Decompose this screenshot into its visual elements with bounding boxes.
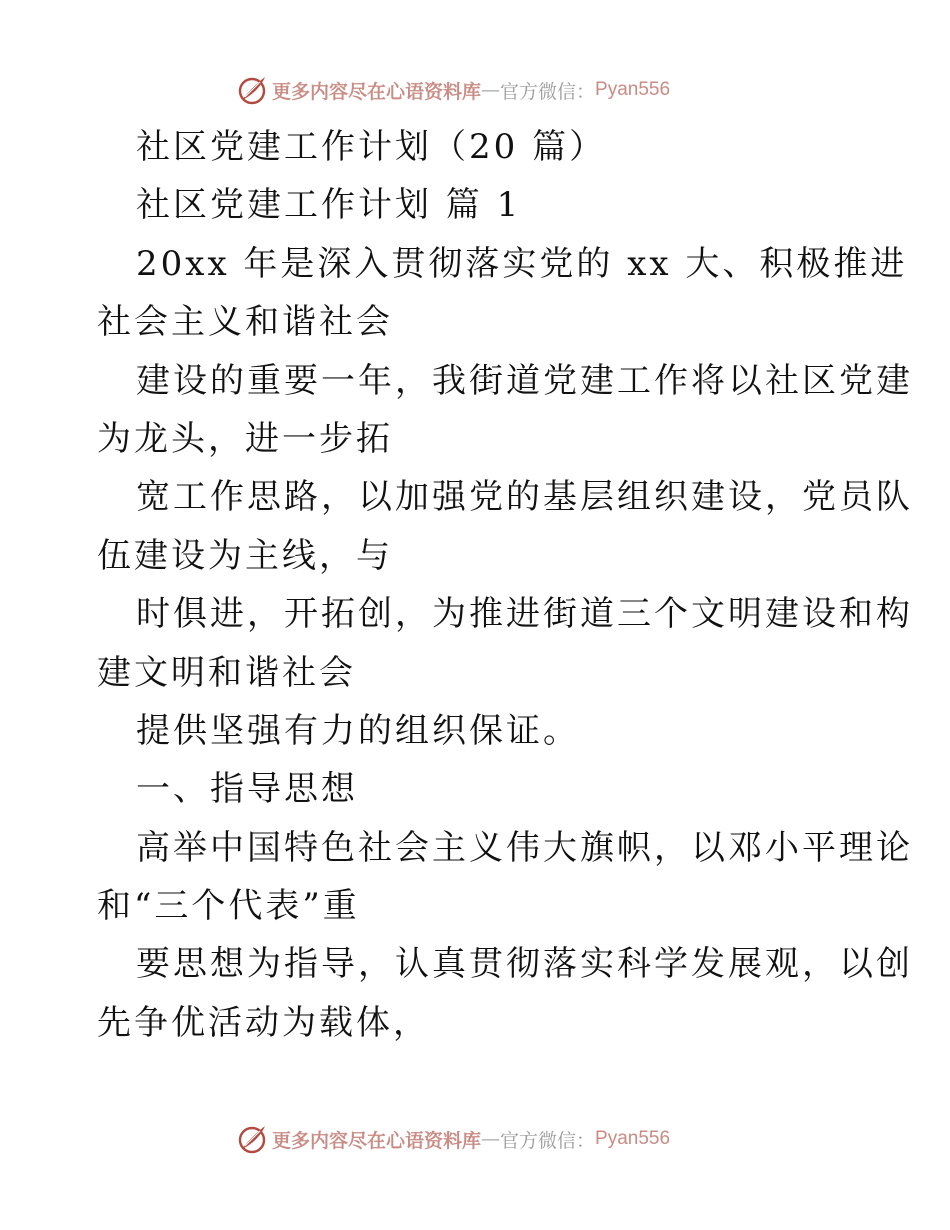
text-line: 先争优活动为载体， <box>97 1002 430 1043</box>
text-line: 伍建设为主线，与 <box>97 535 393 576</box>
banner-slogan: 更多内容尽在心语资料库 <box>272 1129 482 1152</box>
feather-pen-logo-icon <box>236 1123 268 1155</box>
text-line: 要思想为指导，认真贯彻落实科学发展观，以创 <box>136 944 913 985</box>
text-line: 高举中国特色社会主义伟大旗帜，以邓小平理论 <box>136 827 913 868</box>
header-banner <box>236 73 716 107</box>
banner-separator: — <box>481 79 501 101</box>
banner-separator: — <box>481 1128 501 1150</box>
text-line: 社会主义和谐社会 <box>97 302 393 343</box>
footer-banner <box>236 1122 716 1156</box>
document-body <box>97 118 913 1052</box>
text-line: 时俱进，开拓创，为推进街道三个文明建设和构 <box>136 594 913 635</box>
banner-wechat-id: Pyan556 <box>595 79 671 100</box>
text-line: 建文明和谐社会 <box>97 652 356 693</box>
text-line: 社区党建工作计划 篇 1 <box>136 185 522 226</box>
text-line: 和“三个代表”重 <box>97 886 360 927</box>
text-line: 建设的重要一年，我街道党建工作将以社区党建 <box>136 360 913 401</box>
text-line: 为龙头，进一步拓 <box>97 418 393 459</box>
text-line: 一、指导思想 <box>136 769 358 810</box>
banner-wechat-label: 官方微信： <box>500 1129 596 1152</box>
text-line: 宽工作思路，以加强党的基层组织建设，党员队 <box>136 477 913 518</box>
banner-slogan: 更多内容尽在心语资料库 <box>272 80 482 103</box>
text-line: 提供坚强有力的组织保证。 <box>136 710 580 751</box>
text-line: 20xx 年是深入贯彻落实党的 xx 大、积极推进 <box>136 243 908 284</box>
feather-pen-logo-icon <box>236 74 268 106</box>
banner-wechat-label: 官方微信： <box>500 80 596 103</box>
banner-wechat-id: Pyan556 <box>595 1128 671 1149</box>
text-line: 社区党建工作计划（20 篇） <box>136 127 607 167</box>
